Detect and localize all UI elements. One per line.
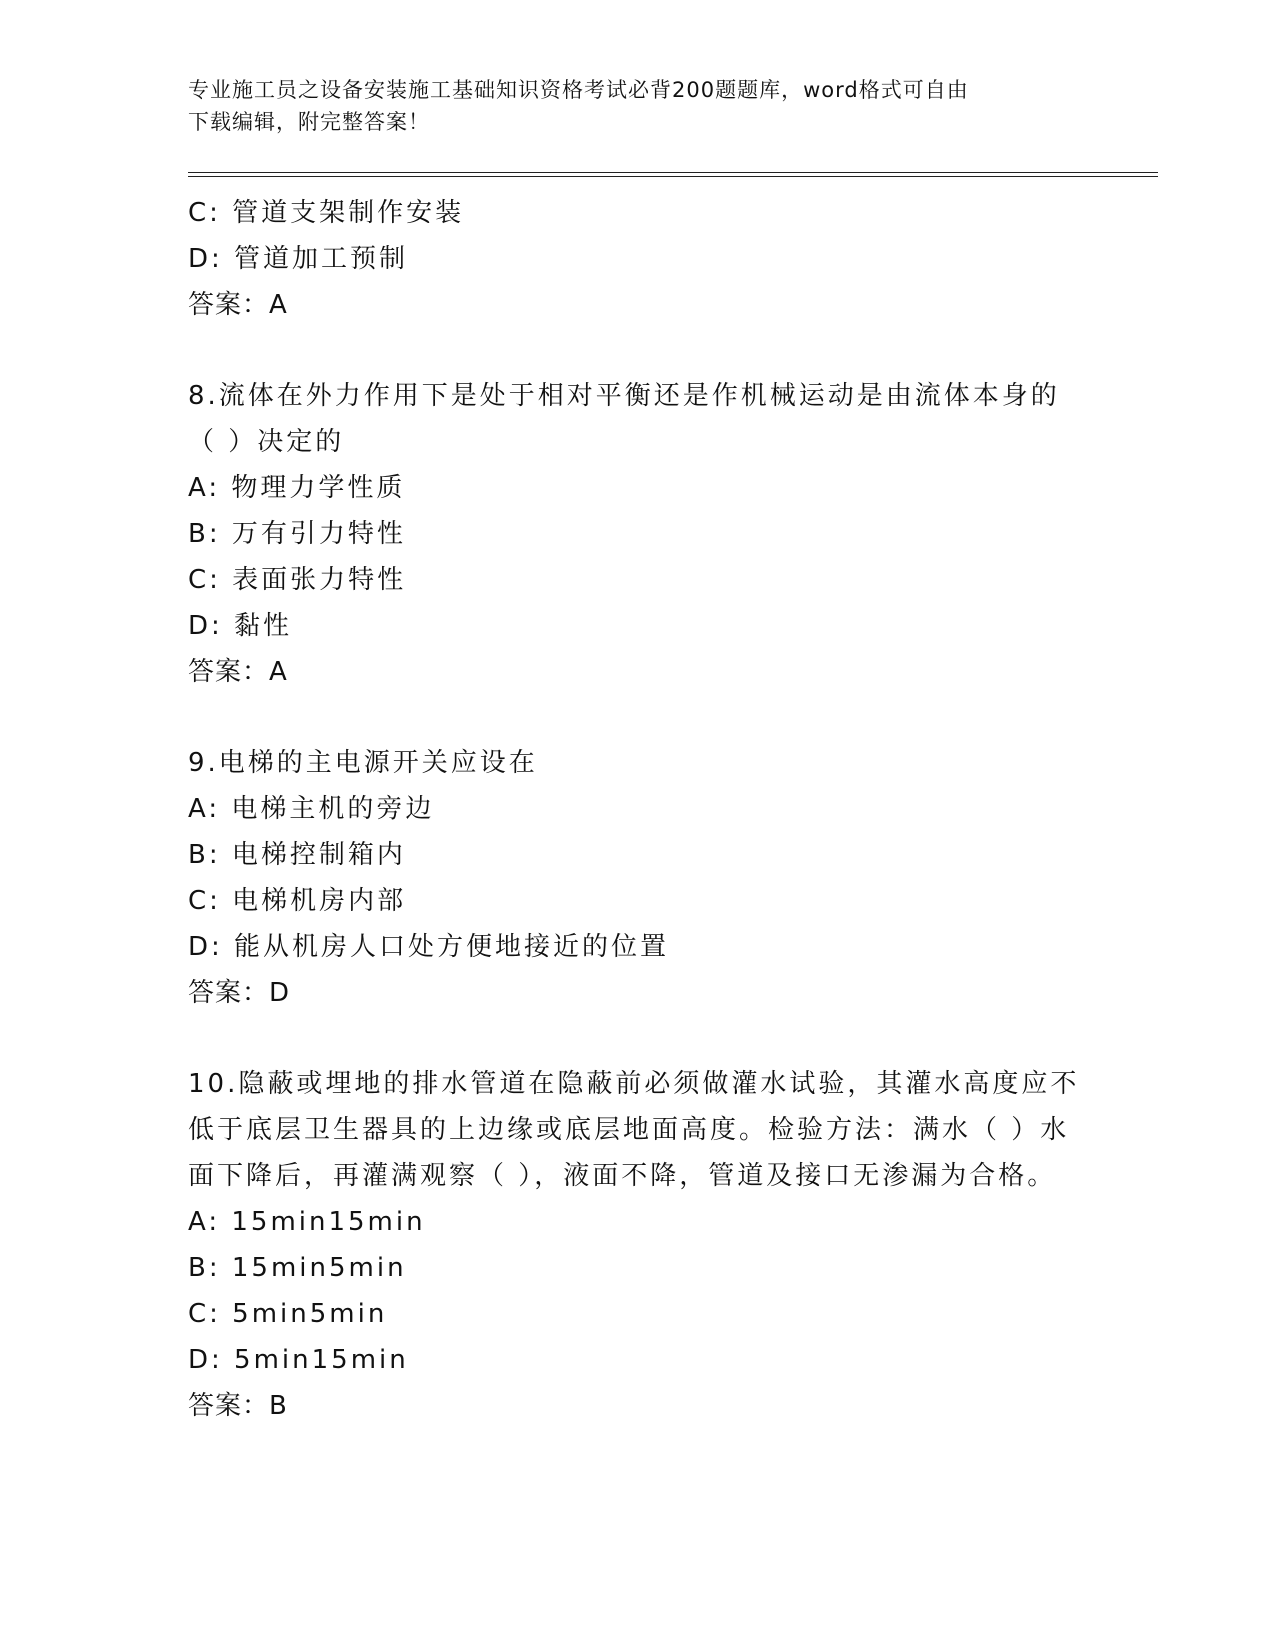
question-stem: 8.流体在外力作用下是处于相对平衡还是作机械运动是由流体本身的 [188,381,1060,411]
question-stem-continued: （ ）决定的 [188,427,345,457]
option-c: C: 电梯机房内部 [188,886,407,916]
question-list [188,190,1088,1429]
option-c: C: 5min5min [188,1299,388,1329]
option-c: C: 管道支架制作安装 [188,198,465,228]
question-stem: 10.隐蔽或埋地的排水管道在隐蔽前必须做灌水试验，其灌水高度应不 [188,1069,1080,1099]
question-10 [188,1061,1088,1429]
answer-line: 答案：A [188,657,288,687]
header-line-1: 专业施工员之设备安装施工基础知识资格考试必背200题题库，word格式可自由 [188,78,969,102]
question-stem-continued: 面下降后，再灌满观察（ ），液面不降，管道及接口无渗漏为合格。 [188,1161,1057,1191]
answer-line: 答案：D [188,978,291,1008]
answer-line: 答案：A [188,290,288,320]
option-d: D: 黏性 [188,611,293,641]
answer-line: 答案：B [188,1391,288,1421]
question-stem: 9.电梯的主电源开关应设在 [188,748,538,778]
question-stem-continued: 低于底层卫生器具的上边缘或底层地面高度。检验方法：满水（ ）水 [188,1115,1070,1145]
option-a: A: 电梯主机的旁边 [188,794,435,824]
question-7-tail [188,190,1088,328]
option-d: D: 能从机房人口处方便地接近的位置 [188,932,670,962]
header-line-2: 下载编辑，附完整答案！ [188,110,430,134]
question-spacer [188,695,1088,740]
header-rule-top [188,172,1158,173]
option-a: A: 15min15min [188,1207,426,1237]
question-spacer [188,1016,1088,1061]
document-header [188,74,1088,138]
question-9 [188,740,1088,1016]
option-d: D: 5min15min [188,1345,409,1375]
header-rule-bottom [188,176,1158,177]
option-d: D: 管道加工预制 [188,244,409,274]
option-b: B: 电梯控制箱内 [188,840,406,870]
option-b: B: 万有引力特性 [188,519,406,549]
option-c: C: 表面张力特性 [188,565,407,595]
option-b: B: 15min5min [188,1253,407,1283]
option-a: A: 物理力学性质 [188,473,406,503]
question-spacer [188,328,1088,373]
question-8 [188,373,1088,695]
